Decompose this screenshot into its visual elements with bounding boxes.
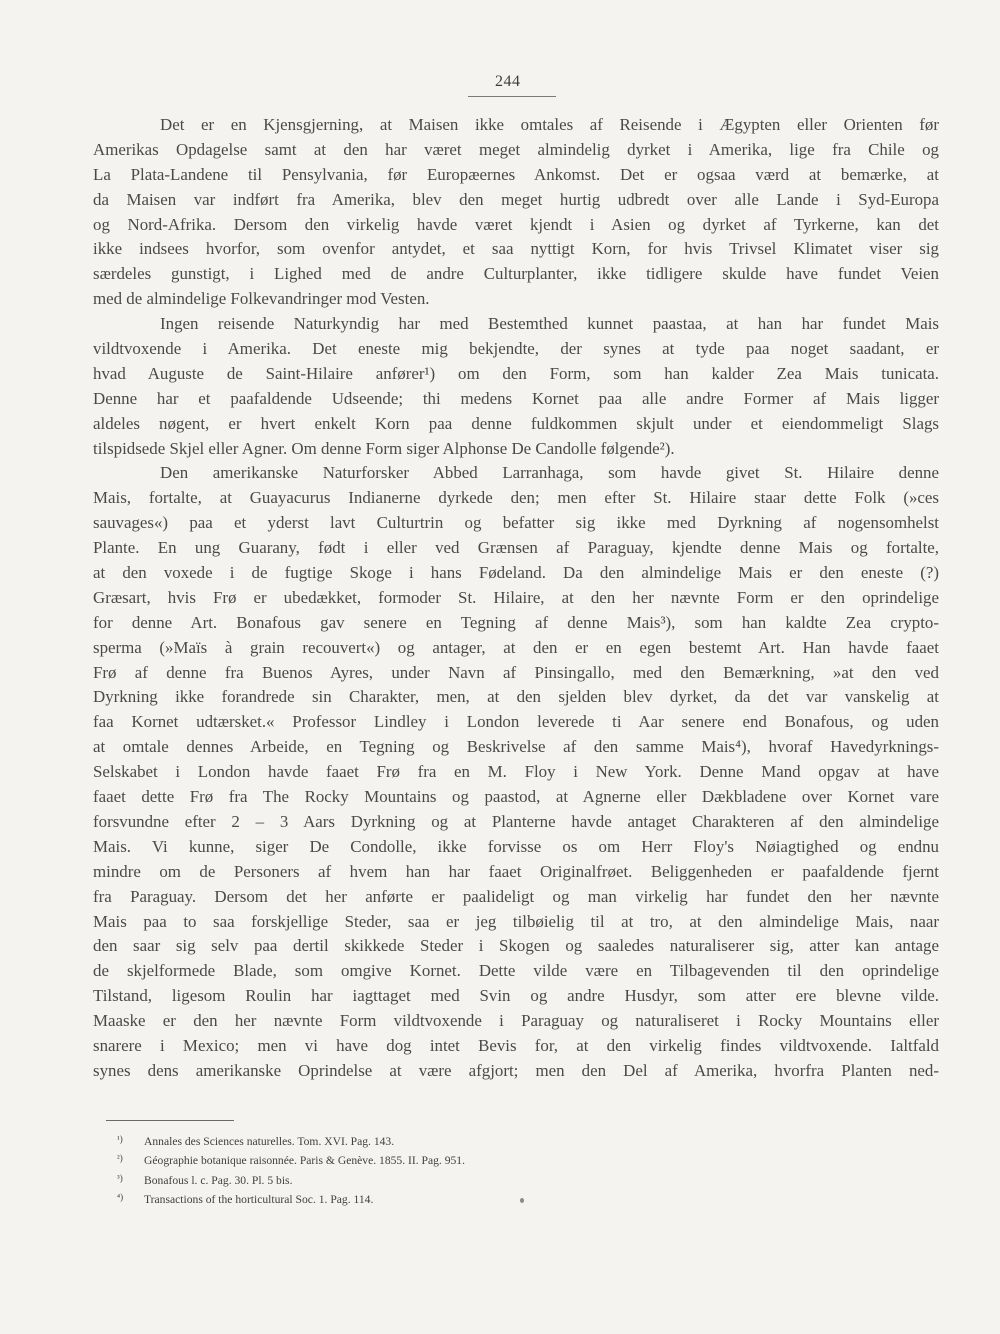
body-line: Dyrkning ikke forandrede sin Charakter, men, at den sjelden blev dyrket, da det var vanskelig at: [93, 687, 939, 707]
footnote: [117, 1150, 817, 1169]
scan-mark: [520, 1198, 524, 1203]
footnote: [117, 1170, 817, 1189]
footnote-mark: ⁴): [117, 1191, 124, 1202]
body-line: at den voxede i de fugtige Skoge i hans Fødeland. Da den almindelige Mais er den eneste (?): [93, 563, 939, 583]
footnote-text: Géographie botanique raisonnée. Paris & Genève. 1855. II. Pag. 951.: [144, 1154, 465, 1168]
footnotes: [117, 1131, 817, 1208]
body-text: [93, 113, 939, 1084]
body-line: de skjelformede Blade, som omgive Kornet. Dette vilde være en Tilbagevenden til den oprindelige: [93, 961, 939, 981]
footnote: [117, 1189, 817, 1208]
body-line: særdeles gunstigt, i Lighed med de andre Culturplanter, ikke tidligere skulde have fundet Veien: [93, 264, 939, 284]
body-line: og Nord-Afrika. Dersom den virkelig havde været kjendt i Asien og dyrket af Tyrkerne, kan det: [93, 214, 939, 234]
body-line: Mais. Vi kunne, siger De Condolle, ikke forvisse os om Herr Floy's Nøiagtighed og endnu: [93, 836, 939, 856]
page-number: 244: [495, 73, 521, 90]
body-line: den saar sig selv paa dertil skikkede Steder i Skogen og saaledes naturaliserer sig, atter kan antage: [93, 936, 939, 956]
body-line: tilspidsede Skjel eller Agner. Om denne Form siger Alphonse De Candolle følgende²).: [93, 438, 675, 458]
body-line: Denne har et paafaldende Udseende; thi medens Kornet paa alle andre Former af Mais ligger: [93, 388, 939, 408]
body-line: Den amerikanske Naturforsker Abbed Larranhaga, som havde givet St. Hilaire denne: [160, 463, 939, 483]
body-line: faa Kornet udtærsket.« Professor Lindley i London leverede ti Aar senere end Bonafous, og uden: [93, 712, 939, 732]
footnote-mark: ³): [117, 1172, 123, 1183]
body-line: Det er en Kjensgjerning, at Maisen ikke omtales af Reisende i Ægypten eller Orienten før: [160, 115, 939, 134]
body-line: Amerikas Opdagelse samt at den har været meget almindelig dyrket i Amerika, lige fra Chile og: [93, 139, 939, 159]
body-line: Frø af denne fra Buenos Ayres, under Navn af Pinsingallo, med den Bemærkning, »at den ved: [93, 662, 939, 682]
body-line: sauvages«) paa et yderst lavt Culturtrin og befatter sig ikke med Dyrkning af nogensomhelst: [93, 513, 939, 533]
body-line: Selskabet i London havde faaet Frø fra en M. Floy i New York. Denne Mand opgav at have: [93, 762, 939, 782]
body-line: Mais paa to saa forskjellige Steder, saa er jeg tilbøielig til at tro, at den almindelige Mais, naar: [93, 911, 939, 931]
body-line: ikke indsees hvorfor, som ovenfor antydet, et saa nyttigt Korn, for hvis Trivsel Klimatet viser sig: [93, 239, 939, 259]
body-line: sperma (»Maïs à grain recouvert«) og antager, at den er en egen bestemt Art. Han havde faaet: [93, 637, 939, 657]
body-line: vildtvoxende i Amerika. Det eneste mig bekjendte, der synes at tyde paa noget saadant, er: [93, 339, 939, 359]
body-line: Mais, fortalte, at Guayacurus Indianerne dyrkede den; men efter St. Hilaire staar dette Folk (»ces: [93, 488, 939, 508]
footnote-mark: ²): [117, 1153, 123, 1164]
body-line: synes dens amerikanske Oprindelse at være afgjort; men den Del af Amerika, hvorfra Planten ned-: [93, 1060, 939, 1080]
body-line: at omtale dennes Arbeide, en Tegning og Beskrivelse af den samme Mais⁴), hvoraf Havedyrknings-: [93, 737, 939, 757]
body-line: mindre om de Personers af hvem han har faaet Originalfrøet. Beliggenheden er paafaldende fjernt: [93, 861, 939, 881]
footnote-text: Transactions of the horticultural Soc. 1. Pag. 114.: [144, 1192, 374, 1206]
body-line: faaet dette Frø fra The Rocky Mountains og paastod, at Agnerne eller Dækbladene over Kornet vare: [93, 787, 939, 807]
body-line: med de almindelige Folkevandringer mod Vesten.: [93, 289, 430, 309]
body-line: aldeles nøgent, er hvert enkelt Korn paa denne fuldkommen skjult under et eiendommeligt Slags: [93, 413, 939, 433]
body-line: for denne Art. Bonafous gav senere en Tegning af denne Mais³), som han kaldte Zea crypto-: [93, 612, 939, 632]
body-line: da Maisen var indført fra Amerika, blev den meget hurtig udbredt over alle Lande i Syd-Europa: [93, 189, 939, 209]
body-line: Græsart, hvis Frø er ubedækket, formoder St. Hilaire, at den her nævnte Form er den oprindelige: [93, 587, 939, 607]
body-line: Tilstand, ligesom Roulin har iagttaget med Svin og andre Husdyr, som atter ere blevne vilde.: [93, 986, 939, 1006]
body-line: snarere i Mexico; men vi have dog intet Bevis for, at den virkelig findes vildtvoxende. Ialtfald: [93, 1035, 939, 1055]
body-line: hvad Auguste de Saint-Hilaire anfører¹) om den Form, som han kalder Zea Mais tunicata.: [93, 363, 939, 383]
footnote-text: Annales des Sciences naturelles. Tom. XVI. Pag. 143.: [144, 1135, 395, 1148]
body-line: forsvundne efter 2 – 3 Aars Dyrkning og at Planterne havde antaget Charakteren af den almindelige: [93, 811, 939, 831]
footnote: [117, 1131, 817, 1150]
page-number-rule: [468, 96, 556, 97]
body-line: Plante. En ung Guarany, født i eller ved Grænsen af Paraguay, kjendte denne Mais og fortalte,: [93, 538, 939, 558]
footnote-rule: [106, 1120, 234, 1121]
body-line: Maaske er den her nævnte Form vildtvoxende i Paraguay og naturaliseret i Rocky Mountains eller: [93, 1011, 939, 1031]
footnote-mark: ¹): [117, 1134, 123, 1144]
body-line: fra Paraguay. Dersom det her anførte er paalideligt og man virkelig har fundet den her nævnte: [93, 886, 939, 906]
body-line: Ingen reisende Naturkyndig har med Bestemthed kunnet paastaa, at han har fundet Mais: [160, 314, 939, 334]
footnote-text: Bonafous l. c. Pag. 30. Pl. 5 bis.: [144, 1173, 293, 1187]
body-line: La Plata-Landene til Pensylvania, før Europæernes Ankomst. Det er ogsaa værd at bemærke, at: [93, 164, 939, 184]
